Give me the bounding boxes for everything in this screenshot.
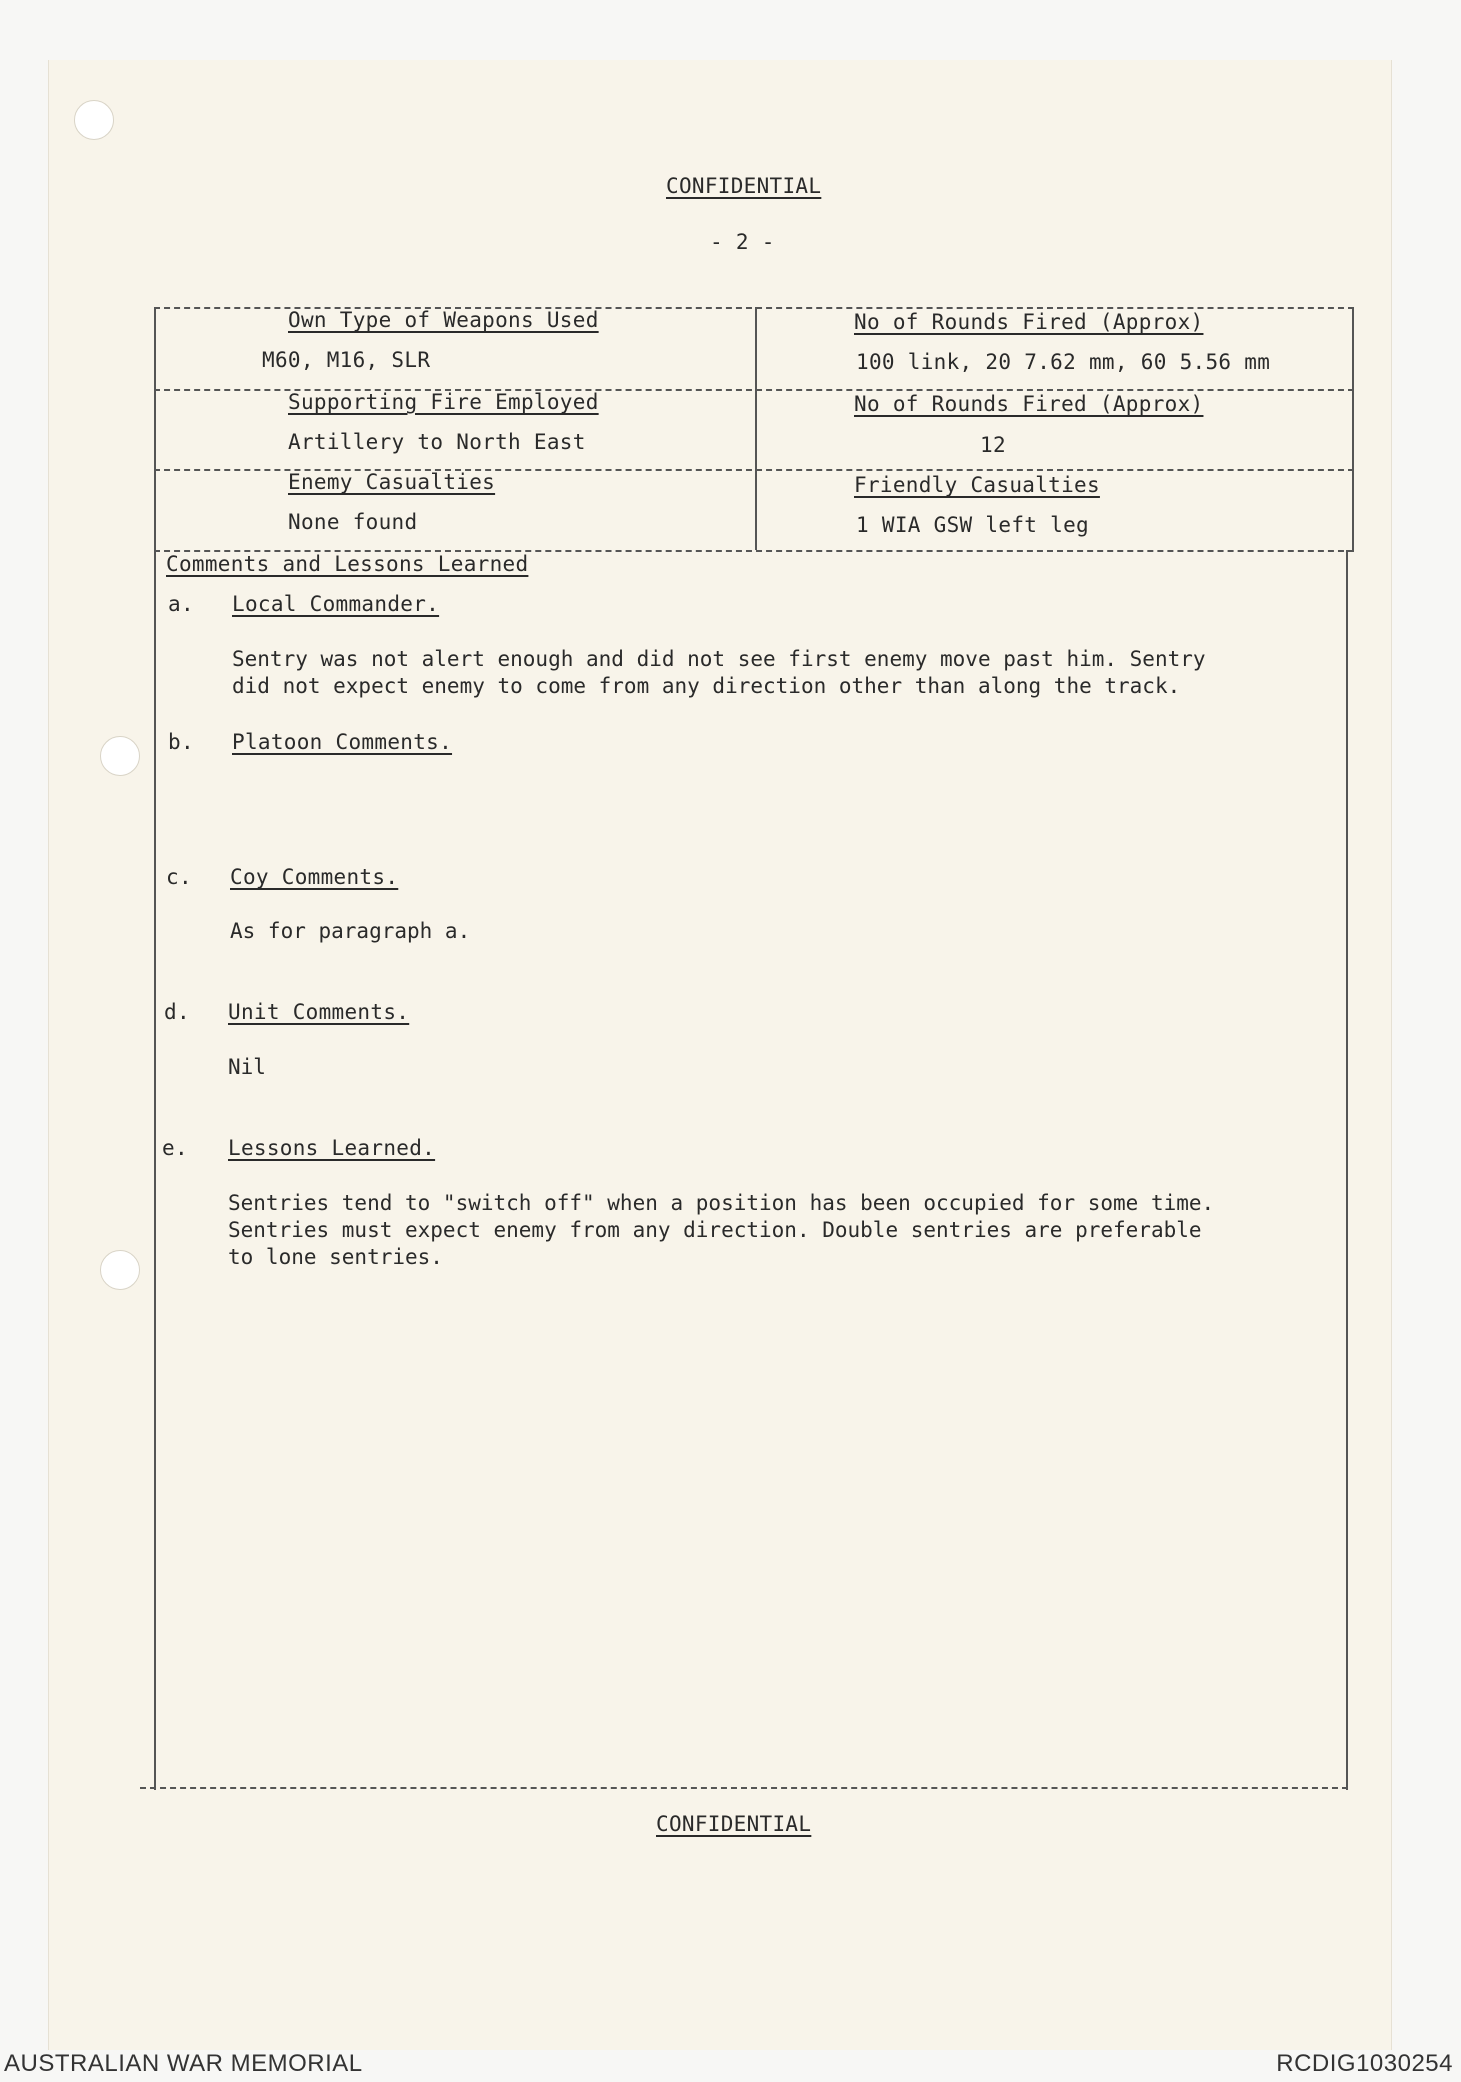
support-rounds-value: 12 xyxy=(980,433,1006,457)
section-e-letter: e. xyxy=(162,1136,188,1160)
footer-classification: CONFIDENTIAL xyxy=(656,1812,812,1836)
friendly-casualties-heading: Friendly Casualties xyxy=(854,473,1100,497)
rounds-fired-heading: No of Rounds Fired (Approx) xyxy=(854,310,1204,334)
header-classification: CONFIDENTIAL xyxy=(666,174,822,198)
archive-reference: RCDIG1030254 xyxy=(1276,2050,1453,2077)
archive-name: AUSTRALIAN WAR MEMORIAL xyxy=(4,2050,363,2077)
section-d-body: Nil xyxy=(228,1055,266,1079)
section-c-body: As for paragraph a. xyxy=(230,919,471,943)
punch-hole-bottom xyxy=(100,1250,140,1290)
section-a-title: Local Commander. xyxy=(232,592,440,616)
friendly-casualties-value: 1 WIA GSW left leg xyxy=(856,513,1089,537)
punch-hole-top xyxy=(74,100,114,140)
enemy-casualties-heading: Enemy Casualties xyxy=(288,470,496,494)
punch-hole-middle xyxy=(100,736,140,776)
section-e-title: Lessons Learned. xyxy=(228,1136,436,1160)
rounds-fired-value: 100 link, 20 7.62 mm, 60 5.56 mm xyxy=(856,350,1271,374)
section-e-body: Sentries tend to "switch off" when a position has been occupied for some time. Sentries must expect enemy from any direction. Double sentries are preferable to lone sentries. xyxy=(228,1191,1215,1269)
section-c-title: Coy Comments. xyxy=(230,865,399,889)
comments-heading: Comments and Lessons Learned xyxy=(166,552,529,576)
page-number: - 2 - xyxy=(710,230,775,254)
section-a-body: Sentry was not alert enough and did not see first enemy move past him. Sentry did not expect enemy to come from any direction other than along the track. xyxy=(232,647,1206,698)
section-d-letter: d. xyxy=(164,1000,190,1024)
section-b-letter: b. xyxy=(168,730,194,754)
weapons-used-heading: Own Type of Weapons Used xyxy=(288,308,599,332)
section-c-letter: c. xyxy=(166,865,192,889)
enemy-casualties-value: None found xyxy=(288,510,418,534)
section-d-title: Unit Comments. xyxy=(228,1000,410,1024)
supporting-fire-heading: Supporting Fire Employed xyxy=(288,390,599,414)
section-b-title: Platoon Comments. xyxy=(232,730,453,754)
support-rounds-heading: No of Rounds Fired (Approx) xyxy=(854,392,1204,416)
supporting-fire-value: Artillery to North East xyxy=(288,430,586,454)
weapons-used-value: M60, M16, SLR xyxy=(262,348,431,372)
section-a-letter: a. xyxy=(168,592,194,616)
